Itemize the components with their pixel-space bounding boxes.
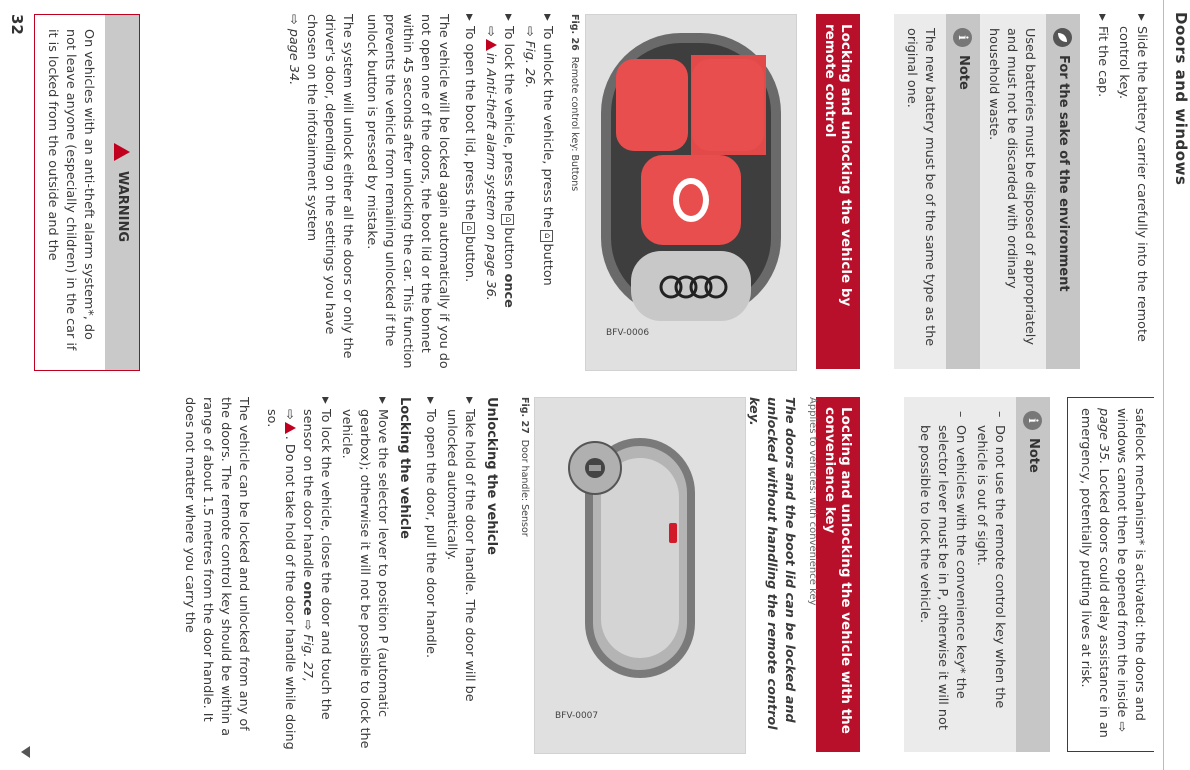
- warning-icon: [114, 143, 130, 161]
- fig26-image: [585, 14, 797, 371]
- running-header: Doors and windows: [1172, 12, 1190, 186]
- warning-title: WARNING: [115, 170, 130, 243]
- note-title: Note: [1026, 438, 1041, 473]
- info-icon: i: [954, 28, 973, 47]
- step-item: ▶ To open the door, pull the door handle.: [423, 397, 438, 659]
- section-intro: The doors and the boot lid can be locked and unlocked without handling the remote control key.: [746, 397, 797, 730]
- note-box: [894, 14, 980, 369]
- warning-box: [34, 14, 140, 371]
- step-item: ▶ Slide the battery carrier carefully into the remote control key.: [1116, 14, 1149, 342]
- note-title: Note: [956, 55, 971, 90]
- subheading-locking: Locking the vehicle: [397, 397, 412, 539]
- info-icon: i: [1024, 411, 1043, 430]
- warning-icon: [285, 422, 296, 434]
- note-item: – On vehicles with the convenience key* the selector lever must be in P, otherwise it will not be possible to lock the vehicle.: [917, 411, 968, 730]
- note-box: [904, 397, 1050, 752]
- step-item: ▶ Take hold of the door handle. The door will be unlocked automatically.: [444, 397, 477, 702]
- note-text: The new battery must be of the same type as the original one.: [904, 28, 937, 347]
- continue-arrow-icon: [21, 746, 30, 758]
- step-item: ▶ Fit the cap.: [1095, 14, 1110, 98]
- paragraph: The vehicle can be locked and unlocked from any of the doors. The remote control key should be within a range of about 1.5 metres from the door handle. It does not matter where you carry the: [182, 397, 251, 737]
- note-list: [904, 397, 1016, 752]
- step-item: ▶ Move the selector lever to position P (automatic gearbox); otherwise it will not be possible to lock the vehicle.: [339, 397, 390, 749]
- step-unlock: ▶ To unlock the vehicle, press the⌂button ⇨ Fig. 26.: [522, 14, 555, 286]
- step-item: ▶ To lock the vehicle, close the door and touch the sensor on the door handle once ⇨ Fig. 27, ⇨. Do not take hold of the door handle while doing so.: [264, 397, 333, 750]
- applies-to: Applies to vehicles: with convenience key: [807, 397, 818, 606]
- fig27-caption: Fig. 27Door handle: Sensor: [519, 397, 530, 537]
- warning-continuation: safelock mechanism* is activated: the doors and windows cannot then be opened from the inside ⇨ page 35. Locked doors could delay assistance in an emergency, potentially putting lives at risk.: [1067, 397, 1154, 752]
- boot-key-icon: ⌂: [462, 222, 475, 234]
- warning-text: On vehicles with an anti-theft alarm system*, do not leave anyone (especially children) in the car if it is locked from the outside and the: [35, 15, 105, 370]
- section-heading-convenience: Locking and unlocking the vehicle with the convenience key: [816, 397, 860, 752]
- subheading-unlocking: Unlocking the vehicle: [484, 397, 499, 555]
- leaf-icon: [1054, 28, 1073, 47]
- paragraph: The system will unlock either all the doors or only the driver's door, depending on the settings you have chosen on the infotainment system ⇨ page 34.: [286, 14, 355, 359]
- environment-text: Used batteries must be disposed of appropriately and must not be discarded with ordinary household waste.: [986, 28, 1037, 345]
- page-number: 32: [8, 14, 26, 35]
- sensor-shape: [669, 523, 677, 543]
- svg-text:BFV-0006: BFV-0006: [606, 328, 650, 338]
- header-rule: [1163, 0, 1164, 770]
- environment-title: For the sake of the environment: [1056, 55, 1071, 292]
- svg-text:BFV-0007: BFV-0007: [555, 711, 599, 721]
- step-boot: ▶ To open the boot lid, press the⌂button.: [462, 14, 477, 283]
- lock-button-shape: [616, 59, 688, 151]
- note-item: – Do not use the remote control key when the vehicle is out of sight.: [974, 411, 1007, 709]
- fig27-image: [534, 397, 746, 754]
- right-column-body: [174, 397, 508, 752]
- fig26-caption: Fig. 26Remote control key: Buttons: [569, 14, 580, 192]
- unlock-key-icon: ⌂: [540, 230, 553, 242]
- unlock-button-shape: [692, 59, 764, 151]
- paragraph: The vehicle will be locked again automatically if you do not open one of the doors, the boot lid or the bonnet within 45 seconds after unlocking the car. This function prevents the vehicle from remaining unlocked if the unlock button is pressed by mistake.: [364, 14, 451, 369]
- step-lock: ▶ To lock the vehicle, press the⌂button once ⇨in Anti-theft alarm system on page 36.: [483, 14, 516, 308]
- left-column-body: [278, 14, 556, 369]
- left-column-top: [1090, 14, 1150, 369]
- remote-key-illustration: [586, 15, 796, 370]
- lock-key-icon: ⌂: [501, 214, 514, 226]
- section-heading-remote: Locking and unlocking the vehicle by remote control: [816, 14, 860, 369]
- warning-icon: [486, 39, 497, 51]
- door-handle-illustration: [535, 398, 745, 753]
- environment-box: [976, 14, 1080, 369]
